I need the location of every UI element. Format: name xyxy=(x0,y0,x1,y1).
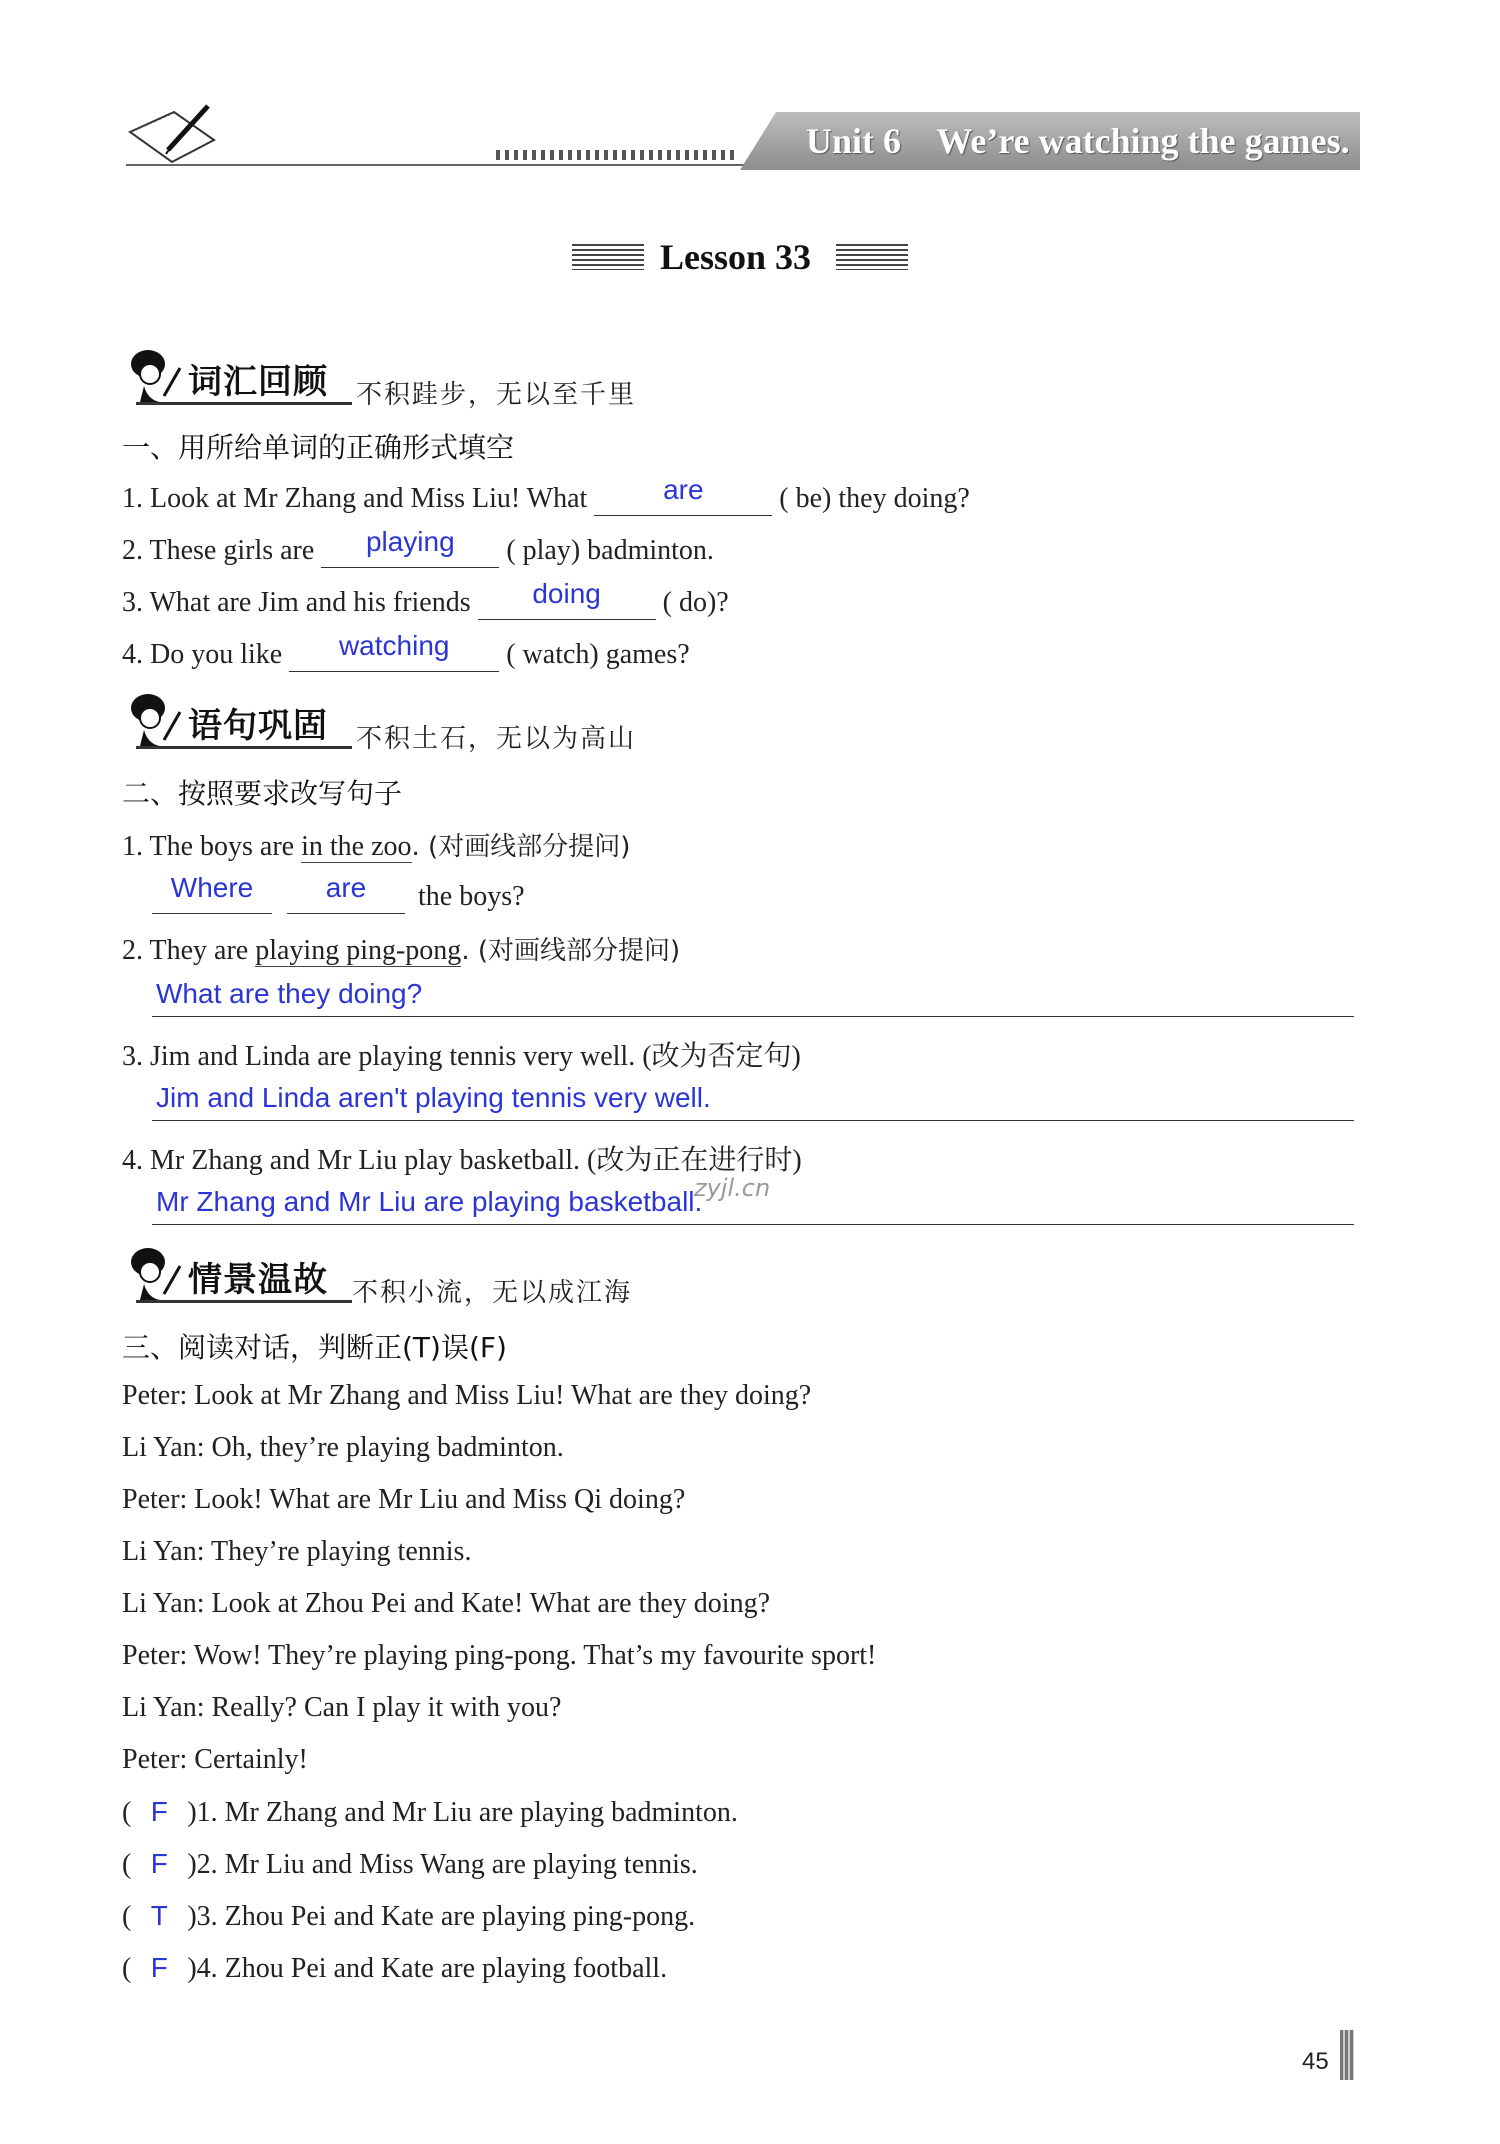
dialogue-line: Peter: Certainly! xyxy=(122,1744,308,1775)
dialogue-line: Li Yan: Look at Zhou Pei and Kate! What are they doing? xyxy=(122,1588,770,1619)
header-notebook-icon xyxy=(122,100,222,171)
header-rule xyxy=(126,164,746,166)
judgement-item: ( F )1. Mr Zhang and Mr Liu are playing badminton. xyxy=(122,1796,738,1828)
s2-q2: 2. They are playing ping-pong. (对画线部分提问) xyxy=(122,935,681,966)
judgement-item: ( T )3. Zhou Pei and Kate are playing ping-pong. xyxy=(122,1900,696,1932)
s1-item-2: 2. These girls are playing ( play) badminton. xyxy=(122,526,714,566)
girl-writing-icon xyxy=(124,1244,184,1304)
section2-title-underline xyxy=(136,746,352,749)
s2-q3: 3. Jim and Linda are playing tennis very well. (改为否定句) xyxy=(122,1041,801,1072)
s1-item-4: 4. Do you like watching ( watch) games? xyxy=(122,630,690,670)
s1-item-3: 3. What are Jim and his friends doing ( do)? xyxy=(122,578,729,618)
dialogue-line: Peter: Wow! They’re playing ping-pong. That’s my favourite sport! xyxy=(122,1640,877,1671)
header-dots xyxy=(496,150,736,160)
dialogue-line: Li Yan: Oh, they’re playing badminton. xyxy=(122,1432,564,1463)
section1-title-underline xyxy=(136,402,352,405)
blank-answer: playing xyxy=(321,534,499,568)
answer-line xyxy=(152,1120,1354,1121)
blank-answer: watching xyxy=(289,638,499,672)
dialogue-line: Li Yan: They’re playing tennis. xyxy=(122,1536,472,1567)
s2-q4-answer: Mr Zhang and Mr Liu are playing basketball. xyxy=(156,1186,703,1217)
judgement-answer: T xyxy=(150,1900,168,1931)
header-unit-banner xyxy=(740,112,1360,170)
section1-title: 词汇回顾 xyxy=(188,362,328,402)
section3-title-underline xyxy=(136,1300,352,1303)
dialogue-line: Peter: Look at Mr Zhang and Miss Liu! What are they doing? xyxy=(122,1380,812,1411)
section3-title: 情景温故 xyxy=(188,1260,328,1300)
section3-heading: 三、阅读对话，判断正(T)误(F) xyxy=(122,1331,507,1364)
lesson-title: Lesson 33 xyxy=(660,237,812,277)
section2-title: 语句巩固 xyxy=(188,706,328,746)
judgement-answer: F xyxy=(150,1952,168,1983)
section1-heading: 一、用所给单词的正确形式填空 xyxy=(122,431,515,464)
s2-q4: 4. Mr Zhang and Mr Liu play basketball. (改为正在进行时) xyxy=(122,1145,802,1176)
dialogue-line: Li Yan: Really? Can I play it with you? xyxy=(122,1692,562,1723)
unit-title: Unit 6 We’re watching the games. xyxy=(806,121,1350,161)
answer-line xyxy=(152,1016,1354,1017)
page-number-bar xyxy=(1340,2030,1354,2080)
s2-q1-answer: Where are the boys? xyxy=(152,880,525,914)
girl-writing-icon xyxy=(124,346,184,406)
underlined-phrase: playing ping-pong xyxy=(255,935,462,966)
section1-motto: 不积跬步，无以至千里 xyxy=(356,380,637,410)
watermark: zyjl.cn xyxy=(694,1174,771,1202)
lesson-title-right-stripes xyxy=(836,244,908,270)
judgement-item: ( F )4. Zhou Pei and Kate are playing football. xyxy=(122,1952,668,1984)
lesson-title-left-stripes xyxy=(572,244,644,270)
s1-item-1: 1. Look at Mr Zhang and Miss Liu! What are ( be) they doing? xyxy=(122,474,970,514)
blank-answer: are xyxy=(594,482,772,516)
judgement-item: ( F )2. Mr Liu and Miss Wang are playing tennis. xyxy=(122,1848,698,1880)
dialogue-line: Peter: Look! What are Mr Liu and Miss Qi doing? xyxy=(122,1484,686,1515)
blank-answer: Where xyxy=(152,880,272,914)
underlined-phrase: in the zoo xyxy=(301,831,412,862)
blank-answer: doing xyxy=(478,586,656,620)
judgement-answer: F xyxy=(150,1796,168,1827)
girl-writing-icon xyxy=(124,690,184,750)
s2-q3-answer: Jim and Linda aren't playing tennis very well. xyxy=(156,1082,711,1113)
section2-heading: 二、按照要求改写句子 xyxy=(122,777,403,810)
section2-motto: 不积土石，无以为高山 xyxy=(356,724,637,754)
answer-line xyxy=(152,1224,1354,1225)
judgement-answer: F xyxy=(150,1848,168,1879)
page-number: 45 xyxy=(1302,2048,1329,2075)
s2-q2-answer: What are they doing? xyxy=(156,978,423,1009)
blank-answer: are xyxy=(287,880,405,914)
s2-q1: 1. The boys are in the zoo. (对画线部分提问) xyxy=(122,831,631,862)
section3-motto: 不积小流，无以成江海 xyxy=(352,1278,633,1308)
